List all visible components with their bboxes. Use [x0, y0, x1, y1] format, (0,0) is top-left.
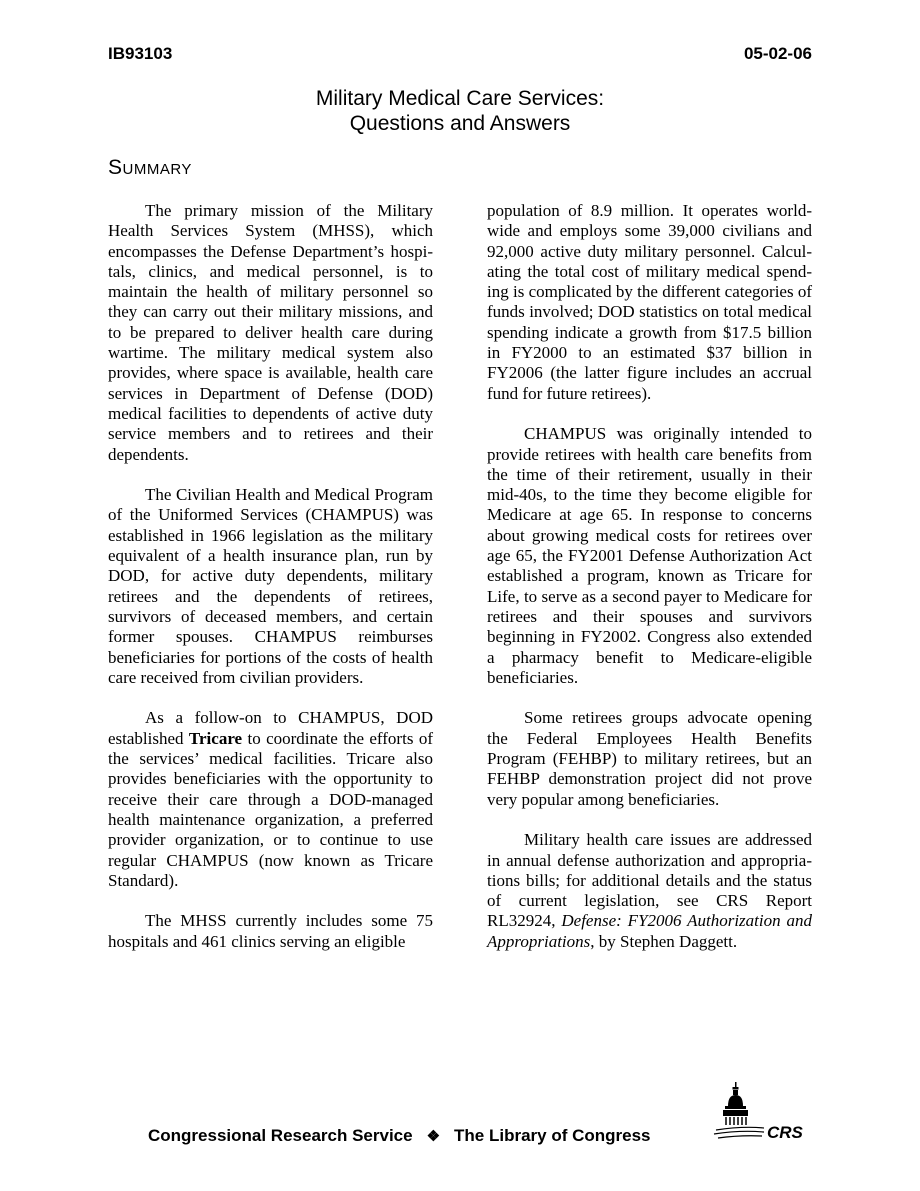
paragraph: Some retirees groups advocate opening the Federal Employees Health Benefits Program (FEHBP) to military retirees, but an FEHBP demonstration project did not prove very popular among beneficiaries.: [487, 708, 812, 809]
title-line-1: Military Medical Care Services:: [315, 87, 605, 110]
section-heading-rest: UMMARY: [122, 161, 192, 178]
paragraph-text: Military health care issues are addressed in annual defense authorization and appropriations bills; for additional details and the status of current legislation, see CRS Report RL32924,: [487, 830, 812, 931]
right-column: [487, 201, 812, 972]
left-column: [108, 201, 433, 972]
paragraph: The Civilian Health and Medical Program of the Uniformed Services (CHAMPUS) was established in 1966 legislation as the military equivalent of a health insurance plan, run by DOD, for active duty dependents, military retirees and the dependents of retirees, survivors of deceased members, and certain former spouses. CHAMPUS reimburses beneficiaries for portions of the costs of health care received from civilian providers.: [108, 485, 433, 687]
paragraph: CHAMPUS was originally intended to provide retirees with health care benefits from the time of their retirement, usually in their mid-40s, to the time they become eligible for Medicare at age 65. In response to concerns about growing medical costs for retirees over age 65, the FY2001 Defense Authorization Act established a program, known as Tricare for Life, to serve as a second payer to Medicare for retirees and their spouses and survivors beginning in FY2002. Congress also extended a pharmacy benefit to Medicare-eligible beneficiaries.: [487, 424, 812, 687]
report-title: Defense: FY2006 Authorization and Appropriations: [487, 911, 812, 951]
tricare-term: Tricare: [188, 728, 243, 748]
capitol-dome-icon: [712, 1080, 812, 1150]
section-heading-initial: S: [108, 156, 123, 179]
page-title: [0, 86, 920, 136]
paragraph: The MHSS currently includes some 75 hospitals and 461 clinics serving an eligible: [108, 911, 433, 951]
footer-separator-icon: ❖: [426, 1128, 441, 1145]
report-date: 05-02-06: [743, 44, 812, 63]
paragraph-text: to coordinate the efforts of the services’ medical facilities. Tricare also provides beneficiaries with the opportunity to receive their care through a DOD-managed health maintenance organization, a preferred provider organization, or to continue to use regular CHAMPUS (now known as Tricare Standard).: [108, 728, 433, 890]
paragraph: [108, 708, 433, 891]
title-line-2: Questions and Answers: [349, 112, 571, 135]
paragraph: population of 8.9 million. It operates worldwide and employs some 39,000 civilians and 92,000 active duty military personnel. Calculating the total cost of military medical spending is complicated by the different categories of funds involved; DOD statistics on total medical spending indicate a growth from $17.5 billion in FY2000 to an estimated $37 billion in FY2006 (the latter figure includes an accrual fund for future retirees).: [487, 201, 812, 403]
footer-crs: Congressional Research Service: [148, 1126, 413, 1145]
report-number: IB93103: [108, 44, 173, 63]
footer-loc: The Library of Congress: [454, 1126, 651, 1145]
section-heading: [108, 156, 192, 180]
paragraph-text: , by Stephen Daggett.: [590, 931, 738, 951]
footer: [148, 1126, 651, 1146]
crs-logo-text: CRS: [767, 1123, 803, 1142]
paragraph-text: As a follow-on to CHAMPUS, DOD established: [108, 708, 433, 748]
paragraph: [487, 830, 812, 952]
paragraph: The primary mission of the Military Health Services System (MHSS), which encompasses the Defense Department’s hospitals, clinics, and medical personnel, is to maintain the health of military personnel so they can carry out their military missions, and to be prepared to deliver health care during wartime. The military medical system also provides, where space is available, health care services in Department of Defense (DOD) medical facilities to dependents of active duty service members and to retirees and their dependents.: [108, 201, 433, 464]
